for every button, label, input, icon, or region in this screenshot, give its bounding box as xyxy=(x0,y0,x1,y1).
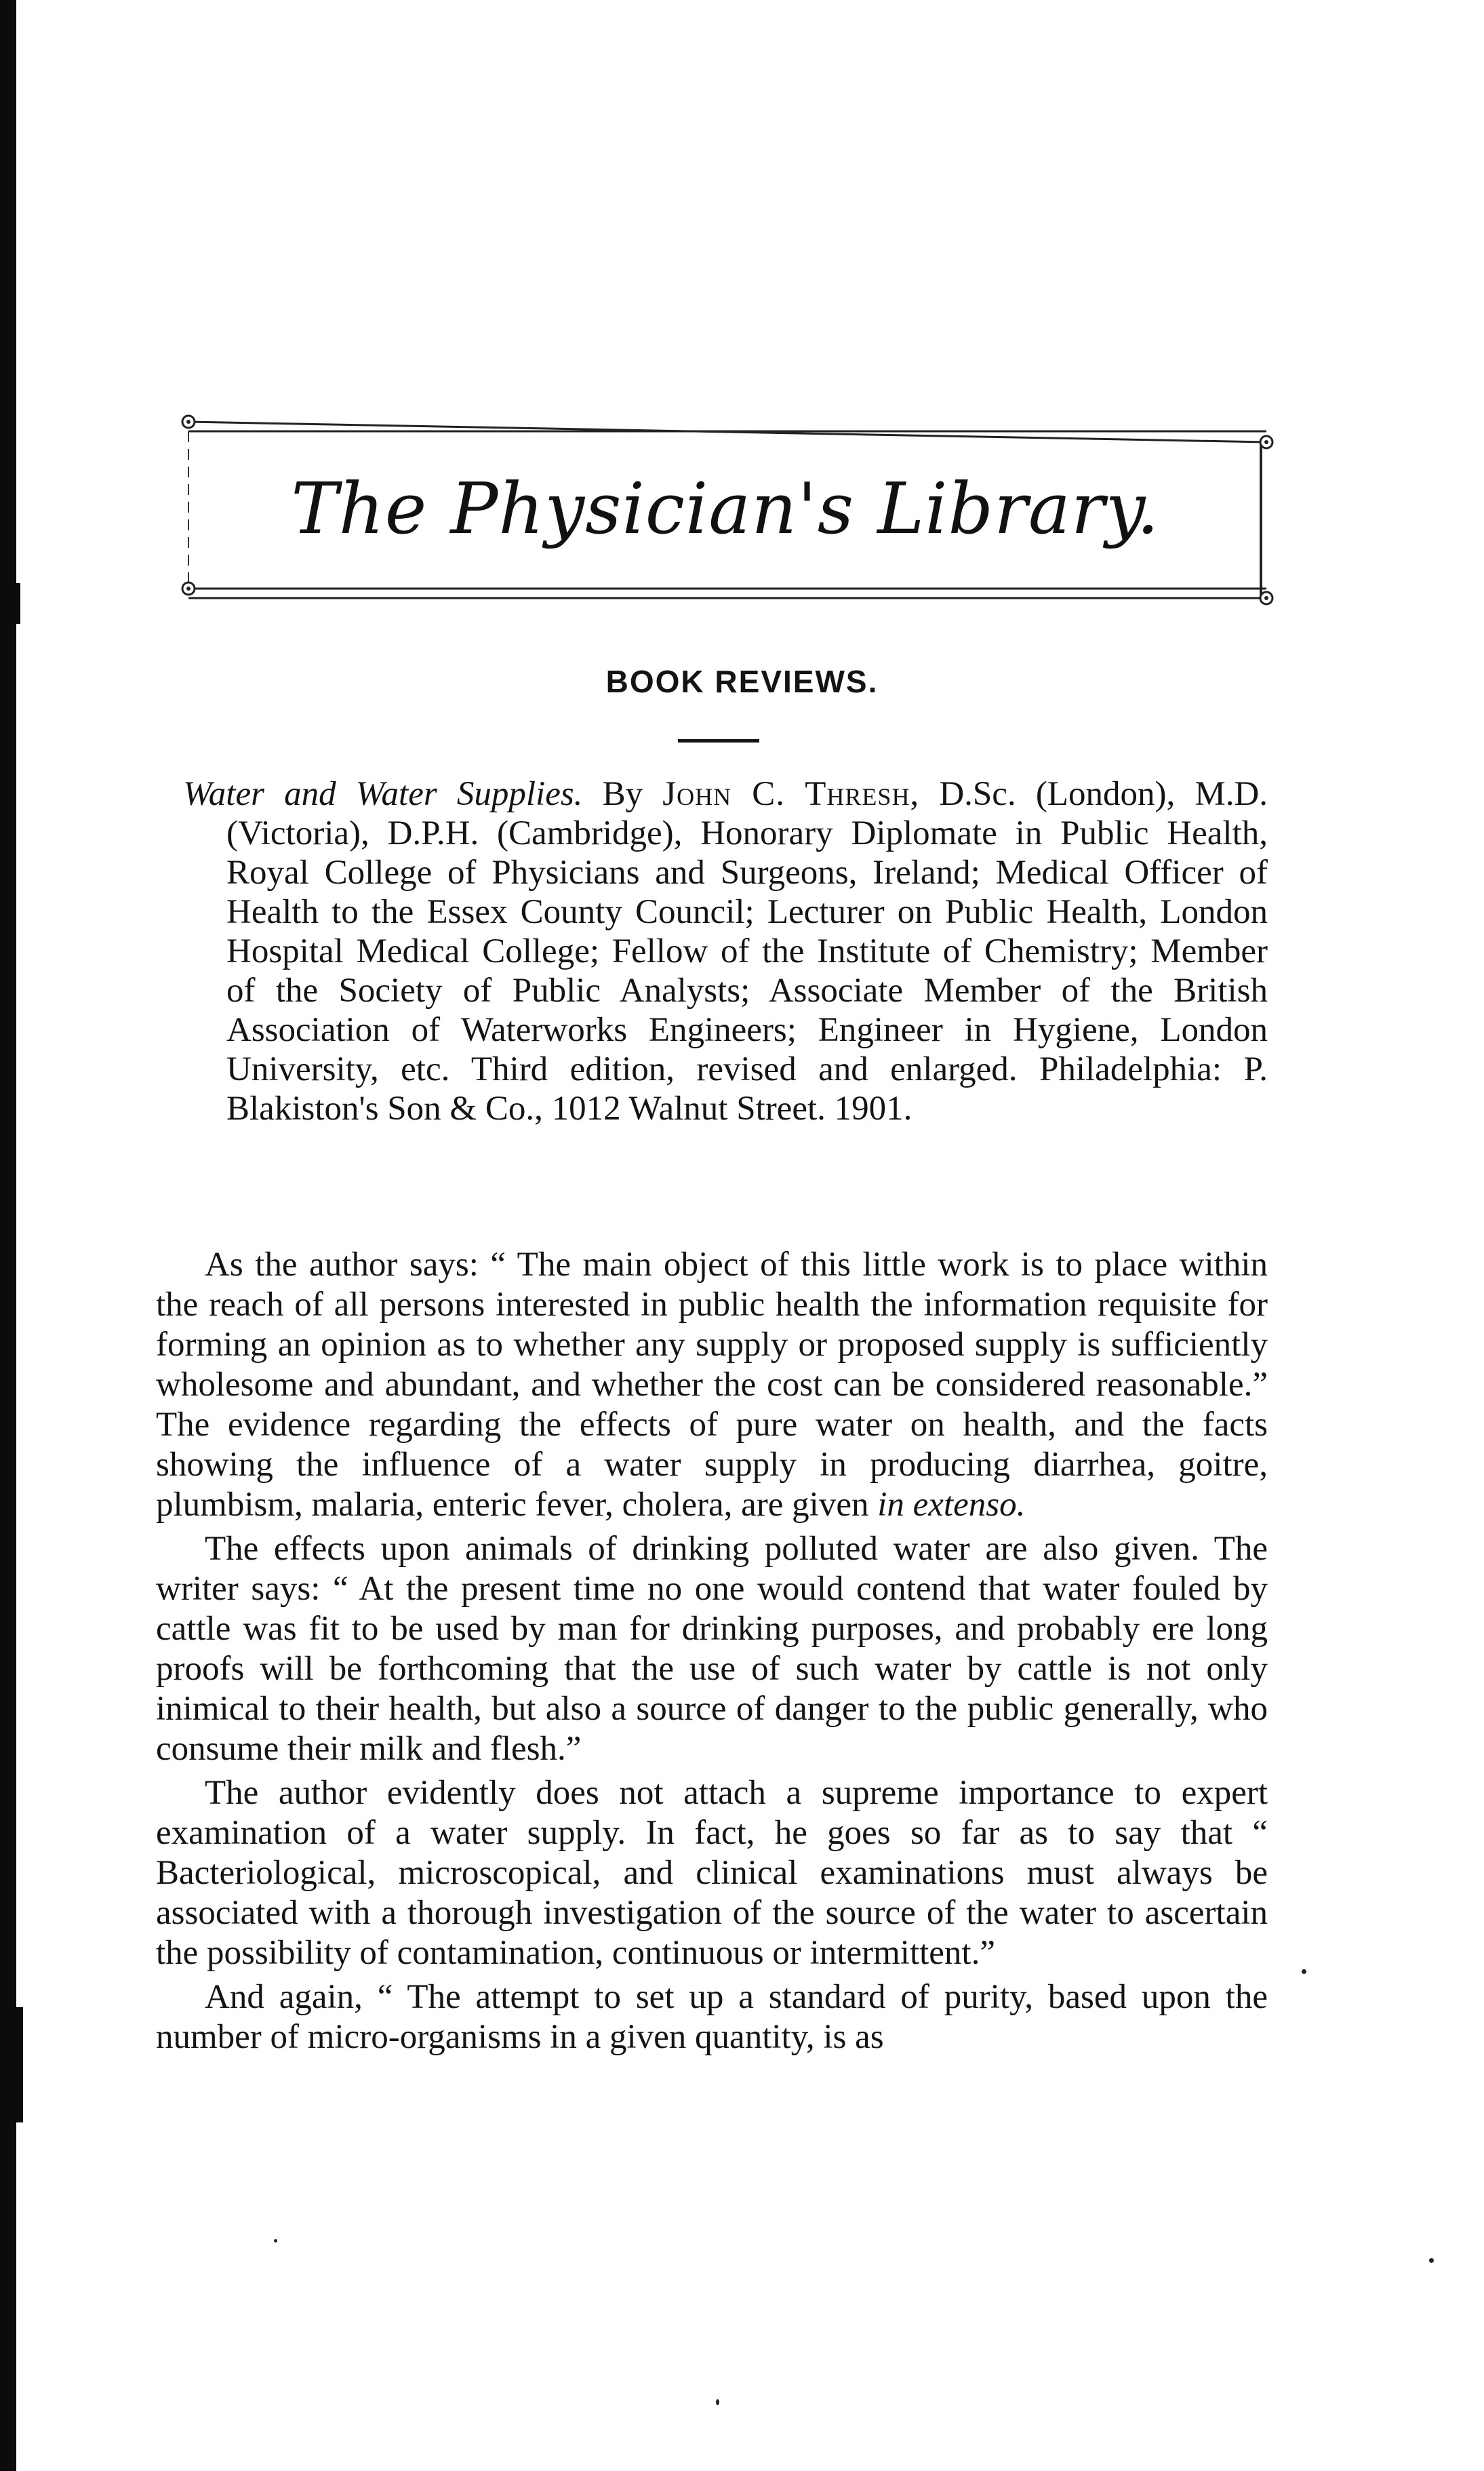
section-heading: BOOK REVIEWS. xyxy=(605,664,879,699)
citation-by: By xyxy=(602,775,643,813)
review-body xyxy=(156,1245,1268,2061)
print-speck xyxy=(716,2399,719,2405)
review-emphasis: in extenso. xyxy=(877,1486,1026,1524)
print-speck xyxy=(1429,2258,1434,2263)
book-title: Water and Water Supplies. xyxy=(183,775,583,813)
spine-notch xyxy=(16,583,20,624)
review-paragraph: The effects upon animals of drinking polluted water are also given. The writer says: “ At the present time no one would contend that water fouled by cattle was fit to be used by man for drinking purposes, and probably ere long proofs will be forthcoming that the use of such water by cattle is not only inimical to their health, but also a source of danger to the public generally, who consume their milk and flesh.” xyxy=(156,1530,1268,1768)
print-speck xyxy=(1302,1969,1306,1974)
review-paragraph: And again, “ The attempt to set up a standard of purity, based upon the number of micro-organisms in a given quantity, is as xyxy=(156,1978,1268,2056)
review-paragraph xyxy=(156,1245,1268,1525)
heading-rule xyxy=(678,739,759,743)
book-citation xyxy=(183,774,1268,1128)
spine-notch xyxy=(16,2007,23,2122)
book-spine-shadow xyxy=(0,0,16,2471)
masthead-frame xyxy=(183,415,1268,602)
masthead-title: The Physician's Library. xyxy=(291,467,1160,550)
review-paragraph-text: As the author says: “ The main object of this little work is to place within the reach of all persons interested in public health the information requisite for forming an opinion as to whether any supply or proposed supply is sufficiently wholesome and abundant, and whether the cost can be considered reasonable.” The evidence regarding the effects of pure water on health, and the facts showing the influence of a water supply in producing diarrhea, goitre, plumbism, malaria, enteric fever, cholera, are given xyxy=(156,1246,1268,1524)
author-name: John C. Thresh, xyxy=(662,775,920,813)
publication-details: Third edition, revised and enlarged. Philadelphia: P. Blakiston's Son & Co., 1012 Walnut Street. 1901. xyxy=(226,1050,1268,1128)
author-credentials: D.Sc. (London), M.D. (Victoria), D.P.H. (Cambridge), Honorary Diplomate in Public Health, Royal College of Physicians and Surgeons, Ireland; Medical Officer of Health to the Essex County Council; Lecturer on Public Health, London Hospital Medical College; Fellow of the Institute of Chemistry; Member of the Society of Public Analysts; Associate Member of the British Association of Waterworks Engineers; Engineer in Hygiene, London University, etc. xyxy=(226,775,1268,1088)
print-speck xyxy=(274,2239,277,2242)
review-paragraph: The author evidently does not attach a supreme importance to expert examination of a water supply. In fact, he goes so far as to say that “ Bacteriological, microscopical, and clinical examinations must always be associated with a thorough investigation of the source of the water to ascertain the possibility of contamination, continuous or intermittent.” xyxy=(156,1774,1268,1972)
